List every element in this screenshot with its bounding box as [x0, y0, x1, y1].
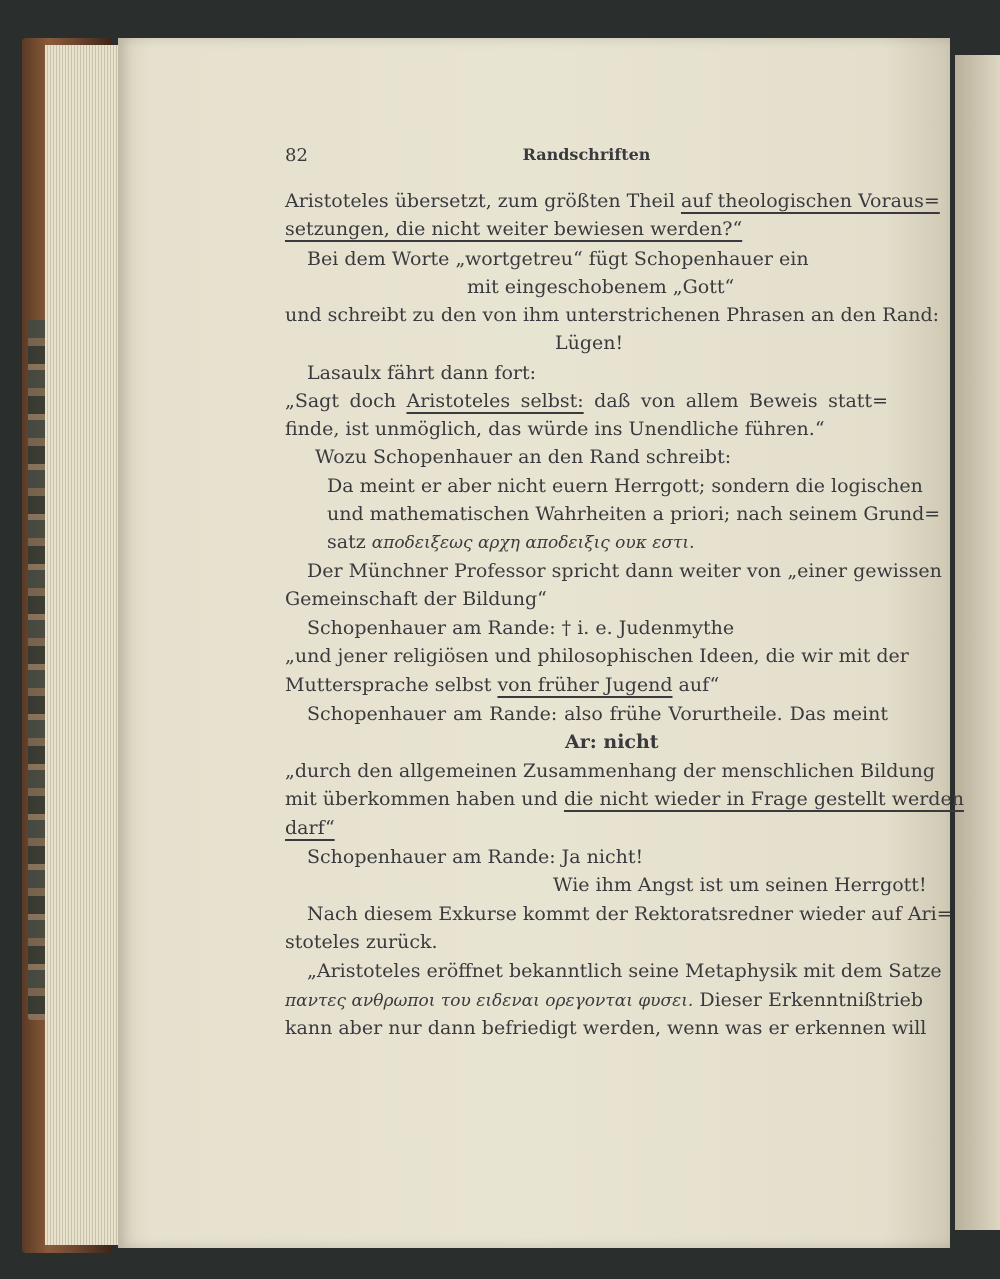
text-line: „Aristoteles eröffnet bekanntlich seine Metaphysik mit dem Satze: [307, 960, 942, 982]
facing-page-edge: [955, 55, 1000, 1230]
running-title: Randschriften: [522, 145, 651, 164]
text-line: stoteles zurück.: [285, 931, 438, 953]
text-line: satz αποδειξεως αρχη αποδειξις ουκ εστι.: [327, 531, 695, 553]
text-line: Wozu Schopenhauer an den Rand schreibt:: [315, 446, 732, 468]
text-line: Schopenhauer am Rande: also frühe Vorurtheile. Das meint: [307, 703, 888, 725]
text-line: Da meint er aber nicht euern Herrgott; sondern die logischen: [327, 475, 923, 497]
text-line: Muttersprache selbst von früher Jugend auf“: [285, 674, 720, 696]
text-line: „und jener religiösen und philosophischen Ideen, die wir mit der: [285, 645, 909, 667]
text-line: mit überkommen haben und die nicht wieder in Frage gestellt werden: [285, 788, 964, 810]
text-line: Ar: nicht: [565, 731, 659, 753]
text-line: παντες ανθρωποι του ειδεναι ορεγονται φυσει. Dieser Erkenntnißtrieb: [285, 989, 924, 1011]
text-line: Bei dem Worte „wortgetreu“ fügt Schopenhauer ein: [307, 248, 809, 270]
text-line: setzungen, die nicht weiter bewiesen werden?“: [285, 218, 743, 240]
text-line: Schopenhauer am Rande: † i. e. Judenmythe: [307, 617, 735, 639]
text-line: „durch den allgemeinen Zusammenhang der menschlichen Bildung: [285, 760, 936, 782]
text-line: Nach diesem Exkurse kommt der Rektoratsredner wieder auf Ari=: [307, 903, 953, 925]
text-line: Schopenhauer am Rande: Ja nicht!: [307, 846, 644, 868]
page-number: 82: [285, 145, 308, 166]
text-line: Lügen!: [555, 332, 624, 354]
text-line: mit eingeschobenem „Gott“: [467, 276, 735, 298]
text-line: Der Münchner Professor spricht dann weiter von „einer gewissen: [307, 560, 942, 582]
text-line: finde, ist unmöglich, das würde ins Unendliche führen.“: [285, 418, 825, 440]
text-line: Aristoteles übersetzt, zum größten Theil auf theologischen Voraus=: [285, 190, 940, 212]
text-line: kann aber nur dann befriedigt werden, wenn was er erkennen will: [285, 1017, 927, 1039]
text-line: Lasaulx fährt dann fort:: [307, 362, 537, 384]
text-line: darf“: [285, 817, 335, 839]
text-line: „Sagt doch Aristoteles selbst: daß von allem Beweis statt=: [285, 390, 888, 412]
text-line: Gemeinschaft der Bildung“: [285, 588, 547, 610]
text-line: und schreibt zu den von ihm unterstrichenen Phrasen an den Rand:: [285, 304, 940, 326]
text-line: und mathematischen Wahrheiten a priori; nach seinem Grund=: [327, 503, 941, 525]
text-line: Wie ihm Angst ist um seinen Herrgott!: [553, 874, 927, 896]
